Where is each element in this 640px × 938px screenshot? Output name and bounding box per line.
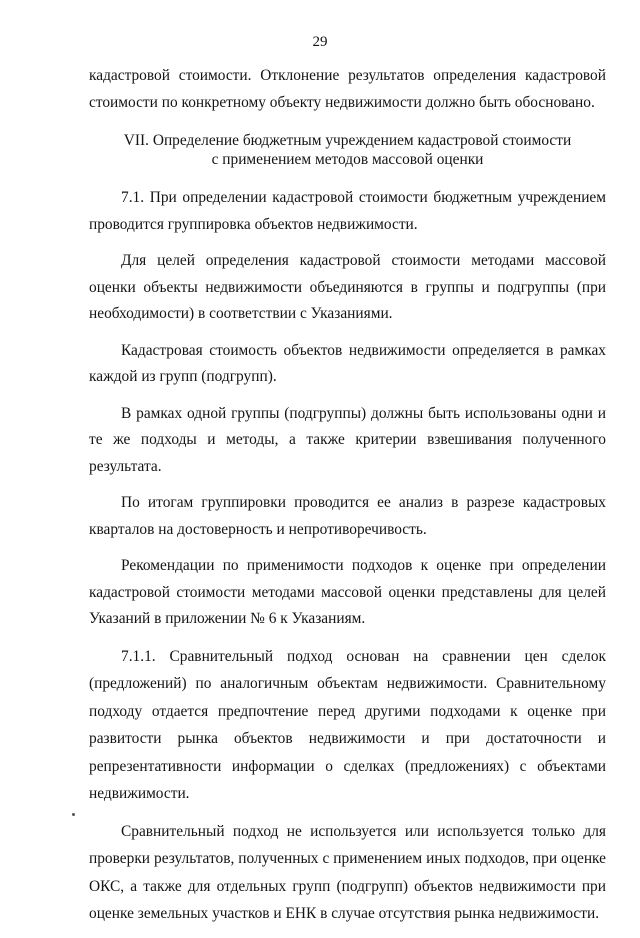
page-number: 29 — [312, 34, 328, 50]
paragraph-recommendations: Рекомендации по применимости подходов к оценке при определении кадастровой стоимости методами массовой оценки представлены для целей Указаний в приложении № 6 к Указаниям. — [89, 557, 606, 627]
section-heading-line-2: с применением методов массовой оценки — [211, 151, 484, 168]
paragraph-same-approaches: В рамках одной группы (подгруппы) должны быть использованы одни и те же подходы и методы, а также критерии взвешивания полученного результата. — [89, 404, 606, 475]
section-heading — [89, 131, 606, 169]
paragraph-comparative-approach-usage: Сравнительный подход не используется или используется только для проверки результатов, полученных с применением иных подходов, при оценке ОКС, а также для отдельных групп (подгрупп) объектов недвижимости при оценке земельных участков и ЕНК в случае отсутствия рынка недвижимости. — [89, 822, 606, 922]
paragraph-cadastral-value-groups: Кадастровая стоимость объектов недвижимости определяется в рамках каждой из групп (подгрупп). — [89, 341, 606, 385]
paragraph-groups: Для целей определения кадастровой стоимости методами массовой оценки объекты недвижимости объединяются в группы и подгруппы (при необходимости) в соответствии с Указаниями. — [89, 252, 606, 322]
paragraph-7-1-1: 7.1.1. Сравнительный подход основан на сравнении цен сделок (предложений) по аналогичным объектам недвижимости. Сравнительному подходу отдается предпочтение перед другими подходами к оценке при развитости рынка объектов недвижимости и при достаточности и репрезентативности информации о сделках (предложениях) с объектами недвижимости. — [89, 647, 606, 802]
section-heading-line-1: VII. Определение бюджетным учреждением кадастровой стоимости — [123, 132, 572, 149]
continuation-paragraph: кадастровой стоимости. Отклонение результатов определения кадастровой стоимости по конкретному объекту недвижимости должно быть обосновано. — [89, 67, 606, 111]
paragraph-7-1: 7.1. При определении кадастровой стоимости бюджетным учреждением проводится группировка объектов недвижимости. — [89, 189, 606, 233]
scan-dot — [72, 813, 75, 816]
paragraph-grouping-analysis: По итогам группировки проводится ее анализ в разрезе кадастровых кварталов на достоверность и непротиворечивость. — [89, 494, 606, 538]
document-body — [89, 63, 606, 938]
